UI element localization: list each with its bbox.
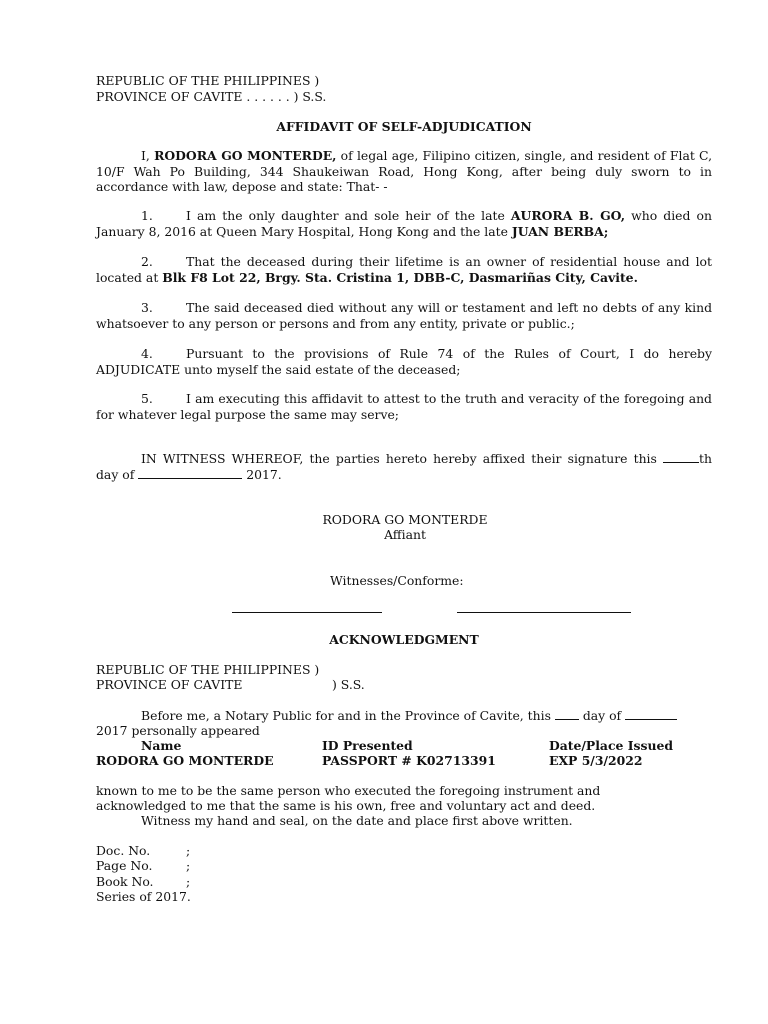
item-2 bbox=[96, 254, 712, 285]
item-5 bbox=[96, 391, 712, 422]
witness-text-b: th day of bbox=[96, 451, 712, 482]
personally-appeared: 2017 personally appeared bbox=[96, 723, 260, 738]
item-1-text-c: who died on January 8, 2016 at Queen Mary Hospital, Hong Kong and the late bbox=[96, 208, 712, 239]
item-5-text: I am executing this affidavit to attest to the truth and veracity of the foregoing and for whatever legal purpose the same may serve; bbox=[96, 391, 712, 422]
intro-pre: I, bbox=[141, 148, 155, 163]
page-no-sep: ; bbox=[186, 858, 191, 873]
item-3-text: The said deceased died without any will or testament and left no debts of any kind whatsoever to any person or persons and from any entity, private or public.; bbox=[96, 300, 712, 331]
table-header-date: Date/Place Issued bbox=[549, 738, 674, 753]
month-blank bbox=[138, 467, 242, 479]
item-3 bbox=[96, 300, 712, 331]
known-line-2: acknowledged to me that the same is his own, free and voluntary act and deed. bbox=[96, 798, 596, 813]
item-4 bbox=[96, 346, 712, 377]
item-2-text-a: That the deceased during their lifetime is an owner of residential house and lot located at bbox=[96, 254, 712, 285]
affiant-name-inline: RODORA GO MONTERDE, bbox=[154, 148, 337, 163]
item-1-juan: JUAN BERBA; bbox=[511, 223, 609, 239]
ack-republic: REPUBLIC OF THE PHILIPPINES ) bbox=[96, 662, 320, 677]
witness-text-c: 2017. bbox=[242, 466, 282, 482]
witness-2-signature-line bbox=[457, 612, 631, 613]
witnesses-label: Witnesses/Conforme: bbox=[330, 573, 464, 588]
known-line-1: known to me to be the same person who executed the foregoing instrument and bbox=[96, 783, 601, 798]
item-1-text-a: I am the only daughter and sole heir of the late bbox=[186, 208, 511, 223]
acknowledgment-title: ACKNOWLEDGMENT bbox=[329, 632, 479, 647]
table-cell-name: RODORA GO MONTERDE bbox=[96, 753, 274, 768]
affiant-label: Affiant bbox=[384, 527, 426, 542]
witness-hand-line: Witness my hand and seal, on the date and place first above written. bbox=[141, 813, 573, 828]
item-1 bbox=[96, 208, 712, 239]
table-header-id: ID Presented bbox=[322, 738, 413, 753]
item-2-number: 2. bbox=[141, 254, 153, 269]
item-2-address: Blk F8 Lot 22, Brgy. Sta. Cristina 1, DBB-C, Dasmariñas City, Cavite. bbox=[162, 269, 638, 285]
document-title: AFFIDAVIT OF SELF-ADJUDICATION bbox=[276, 119, 532, 134]
before-text-a: Before me, a Notary Public for and in the Province of Cavite, this bbox=[141, 708, 555, 723]
table-cell-date: EXP 5/3/2022 bbox=[549, 753, 643, 768]
witness-1-signature-line bbox=[232, 612, 382, 613]
item-5-number: 5. bbox=[141, 391, 153, 406]
ack-province: PROVINCE OF CAVITE bbox=[96, 677, 243, 692]
before-text-b: day of bbox=[578, 708, 626, 723]
table-header-name: Name bbox=[141, 738, 182, 753]
intro-post: of legal age, Filipino citizen, single, and resident of Flat C, 10/F Wah Po Building, 344 Shaukeiwan Road, Hong Kong, after being duly sworn to in accordance with law, depose and state: That- - bbox=[96, 148, 713, 194]
table-cell-id: PASSPORT # K02713391 bbox=[322, 753, 496, 768]
item-4-text: Pursuant to the provisions of Rule 74 of the Rules of Court, I do hereby ADJUDICATE unto myself the said estate of the deceased; bbox=[96, 346, 712, 377]
before-me-line bbox=[141, 708, 677, 723]
ack-day-blank bbox=[555, 708, 579, 720]
witness-paragraph bbox=[96, 451, 712, 482]
caption-republic: REPUBLIC OF THE PHILIPPINES ) bbox=[96, 73, 320, 88]
caption-province: PROVINCE OF CAVITE . . . . . . ) S.S. bbox=[96, 89, 327, 104]
book-no-label: Book No. bbox=[96, 874, 154, 889]
witness-text-a: IN WITNESS WHEREOF, the parties hereto hereby affixed their signature this bbox=[141, 451, 664, 466]
series-line: Series of 2017. bbox=[96, 889, 191, 904]
doc-no-label: Doc. No. bbox=[96, 843, 151, 858]
book-no-sep: ; bbox=[186, 874, 191, 889]
item-4-number: 4. bbox=[141, 346, 153, 361]
item-3-number: 3. bbox=[141, 300, 153, 315]
item-1-number: 1. bbox=[141, 208, 153, 223]
day-blank bbox=[663, 451, 699, 463]
intro-paragraph bbox=[96, 148, 712, 195]
ack-ss: ) S.S. bbox=[332, 677, 365, 692]
item-1-aurora: AURORA B. GO, bbox=[510, 208, 626, 223]
doc-no-sep: ; bbox=[186, 843, 191, 858]
page-no-label: Page No. bbox=[96, 858, 153, 873]
ack-month-blank bbox=[625, 708, 677, 720]
affiant-name: RODORA GO MONTERDE bbox=[322, 512, 488, 527]
